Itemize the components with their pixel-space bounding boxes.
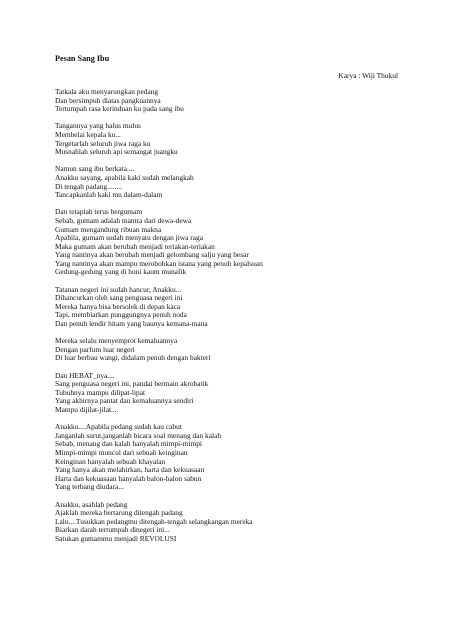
poem-line: Apabila, gumam sudah menyatu dengan jiwa raga (55, 233, 203, 243)
poem-line: Yang hanya akan melahirkan, harta dan kekuasaan (55, 465, 205, 475)
poem-line: Tangannya yang halus mulus (55, 121, 141, 131)
poem-line: Harta dan kekuasaan hanyalah balon-balon sabun (55, 473, 202, 483)
poem-stanza (55, 208, 415, 277)
poem-line: Sebab, menang dan kalah hanyalah mimpi-mimpi (55, 439, 202, 449)
poem-line: Di luar berbau wangi, didalam penuh dengan bakteri (55, 353, 211, 363)
poem-line: Musnahlah seluruh api semangat juangku (55, 147, 178, 157)
poem-body (55, 88, 415, 552)
poem-line: Anakku sayang, apabila kaki sudah melangkah (55, 172, 194, 182)
poem-line: Sebab, gumam adalah mantra dari dewa-dewa (55, 215, 192, 225)
poem-stanza (55, 337, 415, 363)
poem-line: Mimpi-mimpi muncul dari sebuah keinginan (55, 447, 188, 457)
poem-line: Tatanan negeri ini sudah hancur, Anakku... (55, 284, 182, 294)
poem-line: Tatkala aku menyarungkan pedang (55, 87, 159, 96)
poem-line: Dan HEBAT_nya.... (55, 370, 115, 380)
poem-author: Karya : Wiji Thukul (338, 71, 398, 80)
poem-line: Lalu....Tusukkan pedangmu ditengah-tengah selangkangan mereka (55, 516, 253, 526)
poem-line: Tubuhnya mampu dilipat-lipat (55, 387, 146, 397)
poem-title: Pesan Sang Ibu (55, 54, 110, 63)
poem-line: Biarkan darah tertumpah dinegeri ini... (55, 525, 170, 535)
poem-line: Anakku, asahlah pedang (55, 499, 128, 509)
poem-line: Yang nantinya akan mampu merobohkan istana yang penuh kepalsuan (55, 258, 263, 268)
poem-line: Dihancurkan oleh sang penguasa negeri ini (55, 293, 183, 303)
poem-line: Mampu dijilat-jilat.... (55, 404, 119, 414)
poem-line: Keinginan hanyalah sebuah khayalan (55, 456, 166, 466)
poem-stanza (55, 122, 415, 156)
poem-line: Tertumpah rasa kerinduan ku pada sang ibu (55, 104, 184, 114)
poem-line: Mereka hanya bisa bersolek di depan kaca (55, 301, 181, 311)
poem-line: Tapi, membiarkan punggungnya penuh noda (55, 310, 187, 320)
poem-line: Dan bersimpuh diatas pangkuannya (55, 95, 161, 105)
poem-stanza (55, 286, 415, 329)
poem-line: Yang terbang diudara... (55, 482, 124, 492)
poem-stanza (55, 501, 415, 544)
poem-line: Di tengah padang........ (55, 181, 122, 191)
poem-stanza (55, 165, 415, 199)
poem-line: Satukan gumammu menjadi REVOLUSI (55, 533, 177, 543)
poem-line: Mereka selalu menyemprot kemaluannya (55, 336, 178, 346)
poem-line: Gedung-gedung yang di huni kaum munafik (55, 267, 187, 277)
poem-line: Anakku....Apabila pedang sudah kau cabut (55, 422, 182, 432)
poem-line: Dan penuh lendir hitam yang baunya kemana-mana (55, 319, 208, 329)
poem-line: Yang akhirnya pantat dan kemaluannya sendiri (55, 396, 194, 406)
poem-line: Tergetarlah seluruh jiwa raga ku (55, 138, 151, 148)
poem-line: Ajaklah mereka bertarung ditengah padang (55, 508, 183, 518)
poem-line: Yang nantinya akan berubah menjadi gelombang salju yang besar (55, 250, 249, 260)
poem-stanza (55, 372, 415, 415)
poem-line: Tancapkanlah kaki mu dalam-dalam (55, 190, 163, 200)
poem-line: Gumam mengandung ribuan makna (55, 224, 162, 234)
poem-line: Membelai kepala ku... (55, 129, 121, 139)
poem-line: Namun sang ibu berkata.... (55, 164, 135, 174)
poem-line: Dan tetaplah terus bergumam (55, 207, 143, 217)
poem-line: Janganlah surut,janganlah bicara soal menang dan kalah (55, 430, 222, 440)
poem-line: Dengan parfum luar negeri (55, 344, 135, 354)
poem-stanza (55, 88, 415, 114)
poem-line: Sang penguasa negeri ini, pandai bermain akrobatik (55, 379, 209, 389)
poem-stanza (55, 423, 415, 492)
poem-line: Maka gumam akan berubah menjadi teriakan-teriakan (55, 241, 215, 251)
